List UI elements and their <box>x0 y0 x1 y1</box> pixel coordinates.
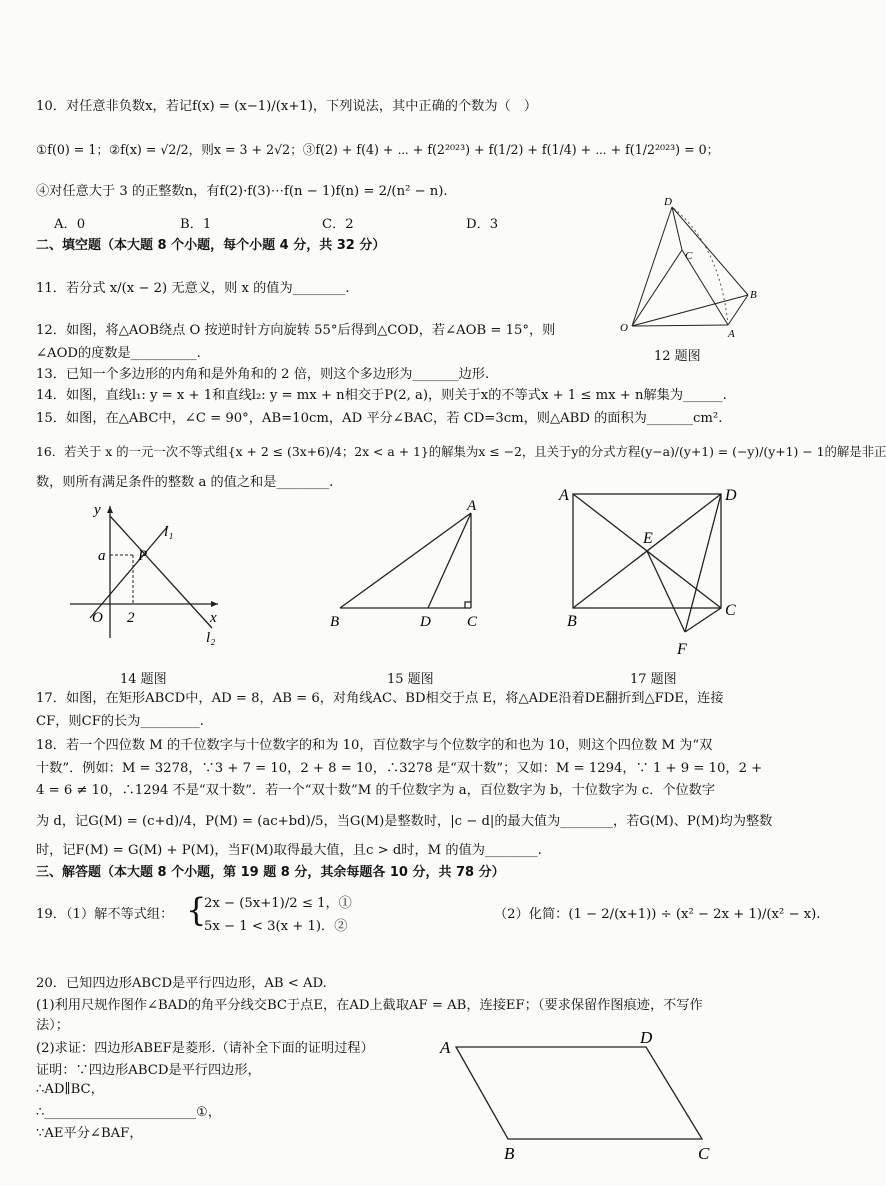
fig15-label-a: A <box>467 498 477 514</box>
fig17-label-c: C <box>725 602 736 619</box>
fig12-label-d: D <box>664 196 672 208</box>
fig15-label-c: C <box>467 614 478 630</box>
q11: 11．若分式 x/(x − 2) 无意义，则 x 的值为________. <box>36 281 350 296</box>
q18-line-3: 4 = 6 ≠ 10，∴1294 不是“双十数”．若一个“双十数”M 的千位数字为 a，百位数字为 b，十位数字为 c．个位数字 <box>36 783 716 798</box>
fig20-label-c: C <box>698 1144 710 1163</box>
q12-line-2: ∠AOD的度数是__________. <box>36 346 201 361</box>
q18-line-2: 十数”．例如：M = 3278，∵3 + 7 = 10，2 + 8 = 10，∴3278 是“双十数”；又如：M = 1294，∵ 1 + 9 = 10，2 + <box>36 761 763 776</box>
section-2-heading: 二、填空题（本大题 8 个小题，每个小题 4 分，共 32 分） <box>36 238 386 253</box>
caption-fig17: 17 题图 <box>630 672 677 687</box>
fig14-line-l2 <box>110 516 212 628</box>
fig14-label-x: x <box>210 610 217 626</box>
q12-line-1: 12．如图，将△AOB绕点 O 按逆时针方向旋转 55°后得到△COD，若∠AOB = 15°，则 <box>36 323 556 338</box>
fig15-segment-ad <box>428 513 471 608</box>
figure-12 <box>610 195 770 345</box>
fig15-side-ab <box>340 513 471 608</box>
q19-system-brace: { <box>186 891 207 929</box>
q10-statement-4: ④对任意大于 3 的正整数n，有f(2)·f(3)⋯f(n − 1)f(n) = 2/(n² − n). <box>36 184 448 199</box>
fig12-label-a: A <box>728 328 735 340</box>
fig14-label-l2: l₂ <box>206 630 216 646</box>
q16-line-1: 16．若关于 x 的一元一次不等式组{x + 2 ≤ (3x+6)/4；2x < a + 1}的解集为x ≤ −2，且关于y的分式方程(y−a)/(y+1) = (−y)/(y+1) − 1的解是非正 <box>36 444 886 459</box>
q20-line-6: ∴AD∥BC， <box>36 1082 104 1097</box>
fig12-label-o: O <box>620 322 628 334</box>
q10-option-b: B．1 <box>180 217 212 232</box>
q18-line-4: 为 d，记G(M) = (c+d)/4，P(M) = (ac+bd)/5，当G(M)是整数时，|c − d|的最大值为________，若G(M)、P(M)均为整数 <box>36 814 773 829</box>
fig12-lines <box>632 207 748 326</box>
figure-17 <box>555 482 755 662</box>
fig20-label-d: D <box>640 1028 653 1047</box>
fig14-label-p: P <box>138 548 148 564</box>
caption-fig12: 12 题图 <box>654 349 701 364</box>
caption-fig15: 15 题图 <box>387 672 434 687</box>
figure-14 <box>60 498 230 648</box>
fig17-label-f: F <box>677 641 687 658</box>
q14: 14．如图，直线l₁: y = x + 1和直线l₂: y = mx + n相交于P(2, a)，则关于x的不等式x + 1 ≤ mx + n解集为______. <box>36 388 727 403</box>
q19-inequality-2: 5x − 1 < 3(x + 1)．② <box>204 919 348 934</box>
q13: 13．已知一个多边形的内角和是外角和的 2 倍，则这个多边形为_______边形. <box>36 367 490 382</box>
fig12-rotation-arc <box>672 207 728 325</box>
q17-line-1: 17．如图，在矩形ABCD中，AD = 8，AB = 6，对角线AC、BD相交于点 E，将△ADE沿着DE翻折到△FDE，连接 <box>36 691 724 706</box>
fig17-label-b: B <box>567 613 577 630</box>
fig15-label-d: D <box>420 614 431 630</box>
fig14-x-arrow <box>211 601 218 607</box>
q20-line-4: (2)求证：四边形ABEF是菱形.（请补全下面的证明过程） <box>36 1041 374 1056</box>
q20-line-2: (1)利用尺规作图作∠BAD的角平分线交BC于点E，在AD上截取AF = AB，连接EF；（要求保留作图痕迹，不写作 <box>36 998 703 1013</box>
fig20-label-a: A <box>440 1038 451 1057</box>
caption-fig14: 14 题图 <box>120 672 167 687</box>
figure-20 <box>432 1025 732 1175</box>
q10-stem: 10．对任意非负数x，若记f(x) = (x−1)/(x+1)，下列说法，其中正确的个数为（ ） <box>36 99 538 114</box>
q10-option-c: C．2 <box>322 217 354 232</box>
q19-inequality-1: 2x − (5x+1)/2 ≤ 1，① <box>204 896 352 911</box>
q10-option-d: D．3 <box>466 217 499 232</box>
fig15-label-b: B <box>330 614 340 630</box>
fig14-y-arrow <box>107 506 113 513</box>
q19-part-1: 19．（1）解不等式组： <box>36 907 174 922</box>
fig14-label-o: O <box>92 610 103 626</box>
q15: 15．如图，在△ABC中，∠C = 90°，AB=10cm，AD 平分∠BAC，若 CD=3cm，则△ABD 的面积为_______cm². <box>36 411 723 426</box>
fig14-label-y: y <box>94 502 101 518</box>
q18-line-5: 时，记F(M) = G(M) + P(M)，当F(M)取得最大值，且c > d时，M 的值为________. <box>36 843 542 858</box>
q17-line-2: CF，则CF的长为_________. <box>36 714 204 729</box>
q20-line-1: 20．已知四边形ABCD是平行四边形，AB < AD. <box>36 976 327 991</box>
q20-line-7: ∴_______________________①， <box>36 1105 222 1120</box>
fig12-label-b: B <box>750 289 757 301</box>
q20-line-5: 证明：∵四边形ABCD是平行四边形， <box>36 1063 261 1078</box>
fig14-label-2: 2 <box>127 610 135 626</box>
q10-statements-1-3: ①f(0) = 1；②f(x) = √2/2，则x = 3 + 2√2；③f(2) + f(4) + ⋯ + f(2²⁰²³) + f(1/2) + f(1/4) + ⋯ + f(1/2²⁰²³) = 0； <box>36 142 720 157</box>
fig14-label-a: a <box>98 548 106 564</box>
fig12-label-c: C <box>685 250 693 262</box>
fig15-right-angle-mark <box>465 602 471 608</box>
q10-option-a: A．0 <box>54 217 86 232</box>
fig17-label-a: A <box>559 487 569 504</box>
figure-15 <box>325 498 495 633</box>
fig20-parallelogram-abcd <box>456 1047 702 1139</box>
fig20-label-b: B <box>504 1144 515 1163</box>
section-3-heading: 三、解答题（本大题 8 个小题，第 19 题 8 分，其余每题各 10 分，共 78 分） <box>36 865 505 880</box>
q16-line-2: 数，则所有满足条件的整数 a 的值之和是________. <box>36 475 334 490</box>
q20-line-8: ∵AE平分∠BAF， <box>36 1126 143 1141</box>
fig17-label-d: D <box>725 487 737 504</box>
fig17-segment-ef <box>647 551 685 632</box>
q19-part-2: （2）化简：(1 − 2/(x+1)) ÷ (x² − 2x + 1)/(x² − x). <box>494 907 821 922</box>
q18-line-1: 18．若一个四位数 M 的千位数字与十位数字的和为 10，百位数字与个位数字的和也为 10，则这个四位数 M 为“双 <box>36 738 713 753</box>
fig17-label-e: E <box>643 530 653 547</box>
q20-line-3: 法）； <box>36 1018 69 1033</box>
fig14-label-l1: l₁ <box>164 524 174 540</box>
